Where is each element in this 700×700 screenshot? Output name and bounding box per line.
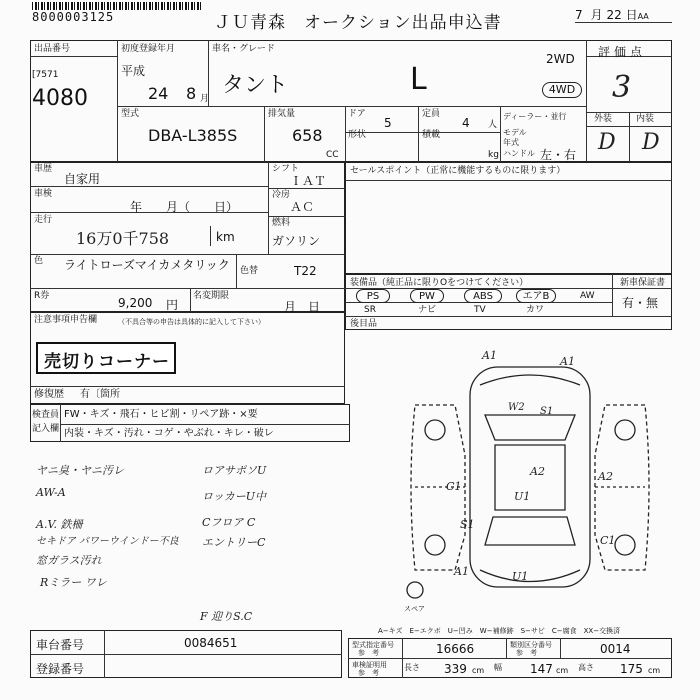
- type-num-sub: 参 考: [358, 649, 379, 657]
- note-left-5: 窓ガラス汚れ: [36, 554, 102, 567]
- vehicle-name: タント: [222, 73, 289, 98]
- dmg-u1-center: U1: [514, 490, 531, 503]
- load-unit: kg: [488, 150, 499, 160]
- mileage-label: 走行: [34, 215, 53, 225]
- warranty-label: 新車保証書: [620, 278, 666, 288]
- class-label: 類別区分番号: [510, 641, 552, 649]
- width-value: 147: [530, 662, 553, 676]
- dmg-s1-roof: S1: [540, 406, 554, 417]
- registration-year: 24: [148, 84, 169, 103]
- load-label: 積載: [422, 130, 441, 140]
- stamp-text: 売切りコーナー: [44, 352, 170, 372]
- rear-seat-label: 後目品: [350, 319, 378, 329]
- recycle-value: 9,200: [118, 296, 153, 310]
- drive-2wd: 2WD: [546, 52, 575, 66]
- inspection-value: 年 月（ 日）: [130, 200, 239, 214]
- date-day-unit: 日: [625, 8, 638, 22]
- note-right-4: エントリーC: [202, 536, 266, 549]
- dmg-c1-right: C1: [600, 534, 616, 547]
- interior-score: D: [642, 130, 660, 155]
- exterior-score: D: [598, 130, 616, 155]
- dmg-u1-rear: U1: [512, 570, 529, 583]
- interior-line: 内装・キズ・汚れ・コゲ・やぶれ・キレ・破レ: [64, 428, 274, 439]
- registration-label: 初度登録年月: [121, 44, 176, 54]
- dmg-a2-center: A2: [530, 465, 545, 478]
- capacity-value: 4: [462, 116, 470, 130]
- dmg-a1-front-right: A1: [560, 355, 575, 368]
- vehicle-name-label: 車名・グレード: [212, 44, 276, 54]
- height-value: 175: [620, 662, 643, 676]
- date-day: 22: [606, 8, 622, 22]
- displacement-unit: CC: [326, 150, 339, 160]
- rear-bumper-line: [480, 570, 580, 582]
- height-unit: cm: [648, 666, 661, 675]
- repair-value: 有〔箇所: [80, 389, 120, 400]
- front-bumper-line: [480, 375, 580, 385]
- warranty-value: 有・無: [622, 296, 659, 310]
- equip-aw: AW: [580, 291, 595, 301]
- color-value: ライトローズマイカメタリック: [64, 258, 230, 272]
- wheel-front-right: [615, 420, 635, 440]
- note-left-6: Rミラー ワレ: [40, 576, 107, 589]
- recycle-unit: 円: [166, 298, 179, 312]
- repair-label: 修復歴: [34, 389, 64, 400]
- class-sub: 参 考: [516, 649, 537, 657]
- usage-label: 車歴: [34, 164, 53, 174]
- equip-sr: SR: [364, 305, 376, 315]
- note-left-2: AW-A: [36, 486, 66, 499]
- lot-sub-code: [7571: [32, 70, 59, 80]
- note-right-3: Cフロア C: [202, 516, 256, 529]
- tax-value: 月 日: [284, 300, 321, 314]
- dealer-label: ディーラー・並行: [503, 112, 567, 121]
- length-value: 339: [444, 662, 467, 676]
- note-left-1: ヤニ臭・ヤニ汚レ: [36, 464, 124, 477]
- lot-label: 出品番号: [34, 44, 71, 54]
- sheet-title: ＪＵ青森 オークション出品申込書: [214, 13, 502, 33]
- note-left-3: A.V. 鉄柵: [36, 518, 83, 531]
- color-change-label: 色替: [240, 266, 259, 276]
- dmg-a1-rear: A1: [454, 565, 469, 578]
- score-label: 評価点: [598, 45, 647, 59]
- header-date: [575, 6, 649, 23]
- fuel-value: ガソリン: [272, 234, 321, 248]
- equip-navi: ナビ: [418, 305, 437, 315]
- color-code: T22: [294, 264, 317, 278]
- frame-value: 0084651: [184, 636, 238, 650]
- type-num-label: 型式指定番号: [352, 641, 394, 649]
- score-value: 3: [612, 70, 632, 105]
- equip-leather: カワ: [526, 305, 545, 315]
- dmg-w2: W2: [508, 402, 525, 413]
- shape-label: 形状: [348, 130, 367, 140]
- equip-abs: ABS: [464, 289, 502, 303]
- cert-label: 車検証明用: [352, 661, 387, 669]
- note-bottom: F 迎りS.C: [200, 610, 253, 623]
- dmg-c1-left: C1: [446, 480, 462, 493]
- recycle-label: R券: [34, 291, 50, 301]
- lot-number: 4080: [32, 86, 88, 111]
- class-value: 0014: [600, 642, 631, 656]
- fw-line: FW・キズ・飛石・ヒビ割・リペア跡・×要: [64, 409, 258, 420]
- note-right-2: ロッカーU中: [202, 490, 267, 503]
- doors-value: 5: [384, 116, 392, 130]
- sell-corner-stamp: [36, 342, 176, 374]
- selling-points-box: [345, 162, 672, 274]
- cert-sub: 参 考: [358, 669, 379, 677]
- damage-legend: A−キズ E−エクボ U−凹み W−補修跡 S−サビ C−腐食 XX−交換済: [378, 627, 621, 635]
- ac-value: ＡＣ: [290, 200, 315, 214]
- date-suffix: AA: [637, 12, 649, 21]
- equip-ps: PS: [356, 289, 390, 303]
- tax-label: 名変期限: [193, 291, 230, 301]
- shift-label: シフト: [272, 164, 300, 174]
- length-unit: cm: [472, 666, 485, 675]
- notes-sub-label: （不具合等の申告は具体的に記入して下さい）: [118, 318, 265, 326]
- note-right-1: ロアサポソU: [202, 464, 267, 477]
- interior-label: 内装: [636, 114, 655, 124]
- spare-label: スペア: [404, 605, 425, 613]
- handle-label: ハンドル: [503, 149, 535, 158]
- width-unit: cm: [556, 666, 569, 675]
- vehicle-grade: L: [410, 62, 427, 97]
- model-year-label: モデル年式: [503, 128, 527, 147]
- equip-tv: TV: [474, 305, 486, 315]
- vehicle-block: [30, 40, 672, 162]
- frame-label: 車台番号: [36, 638, 85, 652]
- registration-month: 8: [186, 84, 197, 103]
- mileage-unit: km: [216, 230, 235, 244]
- equip-pw: PW: [410, 289, 444, 303]
- registration-month-unit: 月: [200, 94, 210, 104]
- model-code: DBA-L385S: [148, 126, 238, 145]
- color-label: 色: [34, 256, 44, 266]
- model-label: 型式: [121, 109, 140, 119]
- barcode: [32, 2, 202, 10]
- registration-era: 平成: [121, 64, 146, 78]
- exterior-label: 外装: [594, 114, 613, 124]
- selling-points-label: セールスポイント（正常に機能するものに限ります）: [350, 166, 566, 176]
- rear-window: [485, 517, 575, 545]
- displacement-value: 658: [292, 126, 323, 145]
- fuel-label: 燃料: [272, 218, 291, 228]
- drive-4wd: 4WD: [542, 82, 582, 98]
- handle-value: 左・右: [540, 148, 577, 162]
- date-month-unit: 月: [590, 8, 603, 22]
- barcode-number: 8000003125: [32, 10, 115, 24]
- capacity-label: 定員: [422, 109, 441, 119]
- inspector-label-1: 検査員: [32, 410, 60, 420]
- shift-value: ＩＡＴ: [290, 174, 327, 188]
- notes-label: 注意事項申告欄: [34, 315, 98, 325]
- wheel-front-left: [425, 420, 445, 440]
- date-month: 7: [575, 8, 583, 22]
- displacement-label: 排気量: [268, 109, 296, 119]
- length-label: 長さ: [404, 663, 420, 672]
- wheel-rear-left: [425, 535, 445, 555]
- mileage-value: 16万0千758: [76, 229, 170, 248]
- spare-tire-icon: [407, 582, 423, 598]
- wheel-rear-right: [615, 535, 635, 555]
- inspector-label-2: 記入欄: [32, 424, 60, 434]
- equipment-label: 装備品（純正品に限りOをつけてください）: [350, 278, 529, 288]
- equip-airbag: エアB: [516, 289, 556, 303]
- dmg-s1-left: S1: [460, 518, 475, 531]
- usage-value: 自家用: [64, 172, 101, 186]
- doors-label: ドア: [348, 109, 366, 119]
- ac-label: 冷房: [272, 190, 291, 200]
- windshield: [485, 415, 575, 440]
- inspection-label: 車検: [34, 189, 53, 199]
- dmg-a1-front: A1: [482, 349, 497, 362]
- registration-number-label: 登録番号: [36, 662, 85, 676]
- type-num-value: 16666: [436, 642, 475, 656]
- capacity-unit: 人: [488, 120, 498, 130]
- note-left-4: セキドア パワーウインドー不良: [36, 536, 179, 547]
- height-label: 高さ: [578, 663, 594, 672]
- width-label: 幅: [494, 663, 502, 672]
- dmg-a2-right: A2: [598, 470, 613, 483]
